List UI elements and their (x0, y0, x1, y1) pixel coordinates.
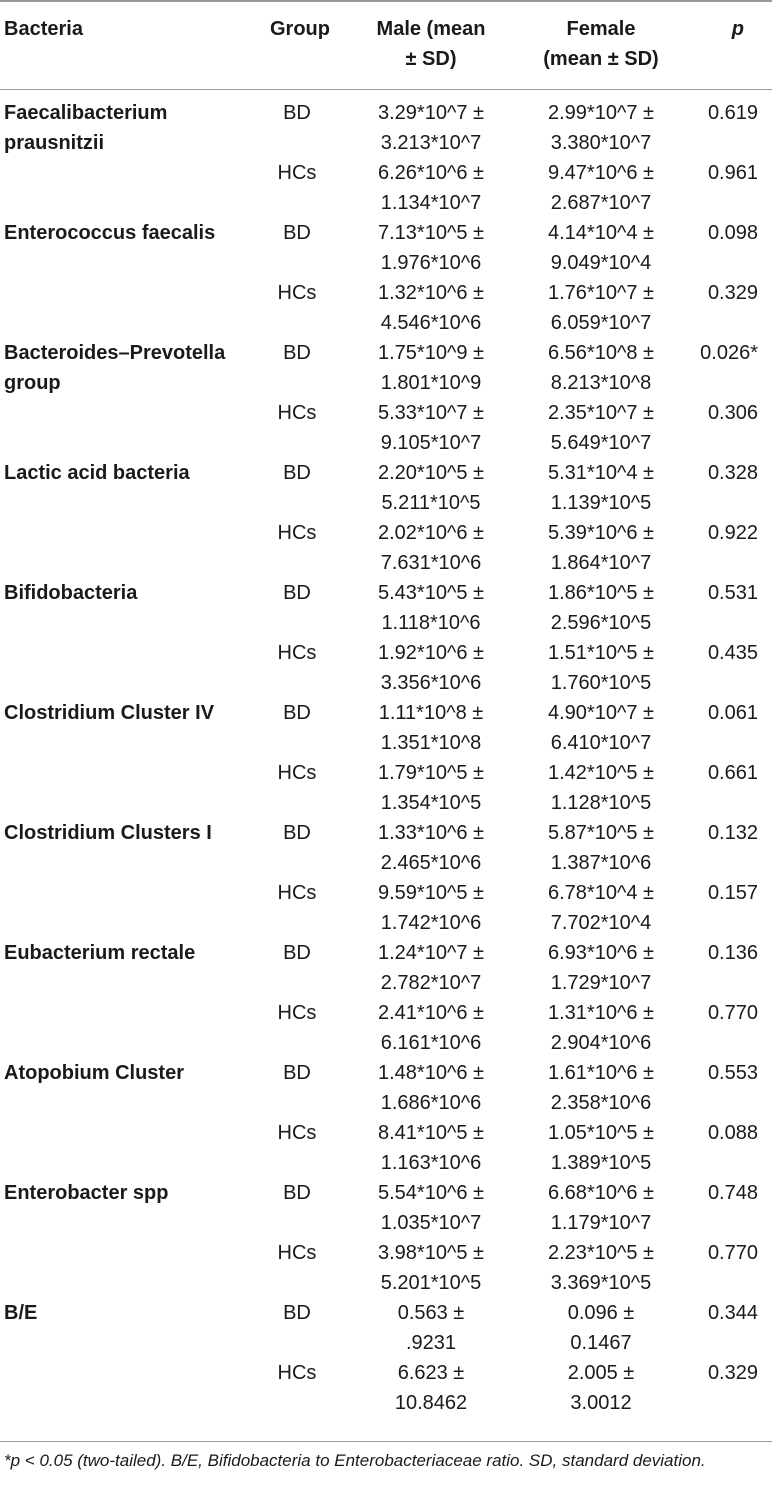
male-sd: .9231 (405, 1331, 457, 1354)
female-sd: 3.380*10^7 (550, 131, 652, 154)
male-mean: 3.29*10^7 ± (378, 101, 484, 124)
female-cell (516, 158, 686, 218)
male-cell (346, 1358, 516, 1418)
female-cell (516, 338, 686, 398)
table-row (0, 1238, 772, 1298)
p-value-cell: 0.531 (707, 581, 758, 604)
group-cell: HCs (277, 1361, 317, 1384)
table-row (0, 578, 772, 638)
male-mean: 1.79*10^5 ± (378, 761, 484, 784)
table-row (0, 398, 772, 458)
bacteria-cell (0, 518, 248, 578)
header-male-line2: ± SD) (405, 48, 457, 70)
p-value-cell: 0.619 (707, 101, 758, 124)
female-mean: 1.61*10^6 ± (548, 1061, 654, 1084)
female-sd: 0.1467 (570, 1331, 632, 1354)
p-value-cell: 0.329 (707, 281, 758, 304)
group-cell: BD (283, 341, 311, 364)
female-mean: 4.90*10^7 ± (548, 701, 654, 724)
male-sd: 1.354*10^5 (380, 791, 482, 814)
male-cell (346, 1058, 516, 1118)
p-value-cell: 0.344 (707, 1301, 758, 1324)
p-value-cell: 0.661 (707, 761, 758, 784)
male-cell (346, 1178, 516, 1238)
male-cell (346, 398, 516, 458)
female-sd: 1.139*10^5 (550, 491, 652, 514)
male-cell (346, 1118, 516, 1178)
female-mean: 1.42*10^5 ± (548, 761, 654, 784)
table-row (0, 758, 772, 818)
female-cell (516, 458, 686, 518)
female-mean: 2.005 ± (567, 1361, 635, 1384)
table-row (0, 1178, 772, 1238)
bacteria-cell: Enterococcus faecalis (4, 221, 216, 244)
female-cell (516, 89, 686, 158)
bacteria-cell: Eubacterium rectale (4, 941, 196, 964)
table-row (0, 218, 772, 278)
bacteria-cell (0, 398, 248, 458)
table-row (0, 1118, 772, 1178)
group-cell: BD (283, 1301, 311, 1324)
male-mean: 9.59*10^5 ± (378, 881, 484, 904)
group-cell: HCs (277, 1001, 317, 1024)
table-row (0, 1298, 772, 1358)
table-row (0, 818, 772, 878)
male-mean: 2.41*10^6 ± (378, 1001, 484, 1024)
male-sd: 5.211*10^5 (381, 491, 481, 514)
female-sd: 3.369*10^5 (550, 1271, 652, 1294)
group-cell: BD (283, 101, 311, 124)
male-sd: 9.105*10^7 (380, 431, 482, 454)
male-cell (346, 278, 516, 338)
group-cell: BD (283, 221, 311, 244)
male-mean: 1.24*10^7 ± (378, 941, 484, 964)
female-mean: 6.93*10^6 ± (548, 941, 654, 964)
male-sd: 3.213*10^7 (380, 131, 482, 154)
header-group: Group (248, 1, 346, 89)
male-cell (346, 578, 516, 638)
male-sd: 1.686*10^6 (380, 1091, 482, 1114)
table-row (0, 278, 772, 338)
p-value-cell: 0.435 (707, 641, 758, 664)
female-sd: 5.649*10^7 (550, 431, 652, 454)
female-mean: 6.56*10^8 ± (548, 341, 654, 364)
female-sd: 9.049*10^4 (550, 251, 652, 274)
table-row (0, 458, 772, 518)
female-cell (516, 1058, 686, 1118)
group-cell: HCs (277, 1241, 317, 1264)
table-row (0, 878, 772, 938)
header-p-value: p (686, 1, 772, 89)
male-sd: 1.976*10^6 (380, 251, 482, 274)
female-mean: 2.35*10^7 ± (548, 401, 654, 424)
female-cell (516, 698, 686, 758)
female-sd: 1.128*10^5 (550, 791, 652, 814)
bacteria-cell (0, 1238, 248, 1298)
male-sd: 1.163*10^6 (380, 1151, 482, 1174)
group-cell: BD (283, 1061, 311, 1084)
bacteria-cell: Bifidobacteria (4, 581, 138, 604)
male-sd: 2.465*10^6 (380, 851, 482, 874)
female-sd: 8.213*10^8 (550, 371, 652, 394)
header-male-line1: Male (mean (376, 18, 486, 40)
female-cell (516, 1118, 686, 1178)
p-value-cell: 0.088 (707, 1121, 758, 1144)
male-cell (346, 1238, 516, 1298)
female-cell (516, 398, 686, 458)
male-sd: 1.118*10^6 (381, 611, 481, 634)
group-cell: HCs (277, 161, 317, 184)
bacteria-cell (0, 1358, 248, 1418)
female-sd: 6.410*10^7 (550, 731, 652, 754)
bacteria-cell (0, 158, 248, 218)
group-cell: BD (283, 1181, 311, 1204)
male-sd: 7.631*10^6 (380, 551, 482, 574)
bacteria-cell: Lactic acid bacteria (4, 461, 190, 484)
bacteria-cell: Faecalibacterium prausnitzii (4, 101, 168, 154)
female-cell (516, 1358, 686, 1418)
p-value-cell: 0.329 (707, 1361, 758, 1384)
table-header-row (0, 1, 772, 89)
male-cell (346, 638, 516, 698)
female-mean: 6.78*10^4 ± (548, 881, 654, 904)
male-cell (346, 938, 516, 998)
female-cell (516, 758, 686, 818)
female-sd: 1.864*10^7 (550, 551, 652, 574)
male-sd: 4.546*10^6 (380, 311, 482, 334)
header-female (516, 1, 686, 89)
male-cell (346, 338, 516, 398)
female-mean: 9.47*10^6 ± (548, 161, 654, 184)
table-footnote: *p < 0.05 (two-tailed). B/E, Bifidobacteria to Enterobacteriaceae ratio. SD, standard deviation. (0, 1441, 772, 1474)
female-sd: 2.596*10^5 (550, 611, 652, 634)
male-sd: 6.161*10^6 (380, 1031, 482, 1054)
male-cell (346, 458, 516, 518)
male-cell (346, 518, 516, 578)
bacteria-cell (0, 758, 248, 818)
female-cell (516, 998, 686, 1058)
bacteria-cell (0, 878, 248, 938)
table-row (0, 89, 772, 158)
p-value-cell: 0.770 (707, 1001, 758, 1024)
p-value-cell: 0.922 (707, 521, 758, 544)
male-mean: 2.20*10^5 ± (378, 461, 484, 484)
male-mean: 1.33*10^6 ± (378, 821, 484, 844)
female-mean: 1.31*10^6 ± (548, 1001, 654, 1024)
female-cell (516, 818, 686, 878)
group-cell: HCs (277, 401, 317, 424)
p-value-cell: 0.132 (707, 821, 758, 844)
header-female-line1: Female (566, 18, 636, 40)
female-mean: 1.51*10^5 ± (548, 641, 654, 664)
bacteria-cell: Enterobacter spp (4, 1181, 169, 1204)
p-value-cell: 0.157 (707, 881, 758, 904)
male-sd: 1.742*10^6 (380, 911, 482, 934)
male-cell (346, 758, 516, 818)
bacteria-cell: Atopobium Cluster (4, 1061, 184, 1084)
male-cell (346, 1298, 516, 1358)
female-cell (516, 638, 686, 698)
bacteria-cell (0, 278, 248, 338)
table-row (0, 518, 772, 578)
male-mean: 7.13*10^5 ± (378, 221, 484, 244)
male-mean: 1.11*10^8 ± (378, 701, 484, 724)
table-row (0, 1358, 772, 1418)
female-mean: 1.76*10^7 ± (548, 281, 654, 304)
female-mean: 2.23*10^5 ± (548, 1241, 654, 1264)
bacteria-cell: B/E (4, 1301, 38, 1324)
female-mean: 5.87*10^5 ± (548, 821, 654, 844)
bacteria-cell (0, 1118, 248, 1178)
female-cell (516, 218, 686, 278)
male-mean: 5.54*10^6 ± (378, 1181, 484, 1204)
female-mean: 5.31*10^4 ± (548, 461, 654, 484)
male-sd: 3.356*10^6 (380, 671, 482, 694)
female-sd: 6.059*10^7 (550, 311, 652, 334)
group-cell: BD (283, 461, 311, 484)
female-sd: 1.760*10^5 (550, 671, 652, 694)
female-sd: 2.904*10^6 (550, 1031, 652, 1054)
male-cell (346, 158, 516, 218)
female-mean: 1.86*10^5 ± (548, 581, 654, 604)
female-mean: 0.096 ± (567, 1301, 635, 1324)
female-sd: 1.389*10^5 (550, 1151, 652, 1174)
p-value-cell: 0.306 (707, 401, 758, 424)
p-value-cell: 0.961 (707, 161, 758, 184)
header-male (346, 1, 516, 89)
female-mean: 1.05*10^5 ± (548, 1121, 654, 1144)
male-cell (346, 89, 516, 158)
table-body (0, 89, 772, 1418)
bacteria-cell (0, 998, 248, 1058)
group-cell: BD (283, 821, 311, 844)
p-value-cell: 0.136 (707, 941, 758, 964)
female-sd: 1.387*10^6 (550, 851, 652, 874)
male-sd: 5.201*10^5 (380, 1271, 482, 1294)
table-row (0, 998, 772, 1058)
female-cell (516, 278, 686, 338)
female-cell (516, 1238, 686, 1298)
group-cell: BD (283, 701, 311, 724)
male-sd: 1.801*10^9 (380, 371, 482, 394)
female-mean: 5.39*10^6 ± (548, 521, 654, 544)
p-value-cell: 0.748 (707, 1181, 758, 1204)
male-cell (346, 878, 516, 938)
male-sd: 1.035*10^7 (380, 1211, 482, 1234)
group-cell: BD (283, 581, 311, 604)
p-value-cell: 0.770 (707, 1241, 758, 1264)
p-value-cell: 0.098 (707, 221, 758, 244)
male-sd: 10.8462 (394, 1391, 468, 1414)
male-mean: 8.41*10^5 ± (378, 1121, 484, 1144)
female-sd: 2.358*10^6 (550, 1091, 652, 1114)
bacteria-cell (0, 638, 248, 698)
female-cell (516, 1178, 686, 1238)
female-mean: 4.14*10^4 ± (548, 221, 654, 244)
group-cell: HCs (277, 641, 317, 664)
male-mean: 5.43*10^5 ± (378, 581, 484, 604)
group-cell: BD (283, 941, 311, 964)
female-cell (516, 1298, 686, 1358)
table-row (0, 938, 772, 998)
header-female-line2: (mean ± SD) (543, 48, 659, 70)
male-mean: 3.98*10^5 ± (378, 1241, 484, 1264)
bacteria-cell: Clostridium Cluster IV (4, 701, 215, 724)
male-sd: 1.351*10^8 (380, 731, 482, 754)
p-value-cell: 0.553 (707, 1061, 758, 1084)
table-row (0, 158, 772, 218)
table-row (0, 1058, 772, 1118)
group-cell: HCs (277, 761, 317, 784)
female-mean: 6.68*10^6 ± (548, 1181, 654, 1204)
bacteria-cell: Clostridium Clusters I (4, 821, 212, 844)
table-row (0, 638, 772, 698)
male-cell (346, 698, 516, 758)
male-mean: 1.75*10^9 ± (378, 341, 484, 364)
male-mean: 1.92*10^6 ± (378, 641, 484, 664)
male-mean: 5.33*10^7 ± (378, 401, 484, 424)
p-value-cell: 0.026* (700, 341, 758, 364)
group-cell: HCs (277, 1121, 317, 1144)
female-sd: 7.702*10^4 (550, 911, 652, 934)
group-cell: HCs (277, 281, 317, 304)
male-sd: 2.782*10^7 (380, 971, 482, 994)
header-bacteria: Bacteria (0, 1, 248, 89)
female-cell (516, 938, 686, 998)
p-value-cell: 0.061 (707, 701, 758, 724)
male-mean: 6.26*10^6 ± (378, 161, 484, 184)
female-cell (516, 518, 686, 578)
table-row (0, 338, 772, 398)
female-sd: 3.0012 (570, 1391, 632, 1414)
male-cell (346, 818, 516, 878)
group-cell: HCs (277, 881, 317, 904)
male-cell (346, 998, 516, 1058)
male-cell (346, 218, 516, 278)
group-cell: HCs (277, 521, 317, 544)
female-mean: 2.99*10^7 ± (548, 101, 654, 124)
male-mean: 6.623 ± (397, 1361, 465, 1384)
p-value-cell: 0.328 (707, 461, 758, 484)
female-sd: 2.687*10^7 (550, 191, 652, 214)
male-mean: 1.32*10^6 ± (378, 281, 484, 304)
female-cell (516, 578, 686, 638)
female-sd: 1.729*10^7 (550, 971, 652, 994)
male-sd: 1.134*10^7 (380, 191, 482, 214)
female-sd: 1.179*10^7 (550, 1211, 652, 1234)
male-mean: 1.48*10^6 ± (378, 1061, 484, 1084)
female-cell (516, 878, 686, 938)
male-mean: 0.563 ± (397, 1301, 465, 1324)
male-mean: 2.02*10^6 ± (378, 521, 484, 544)
table-row (0, 698, 772, 758)
bacteria-cell: Bacteroides–Prevotella group (4, 341, 226, 394)
